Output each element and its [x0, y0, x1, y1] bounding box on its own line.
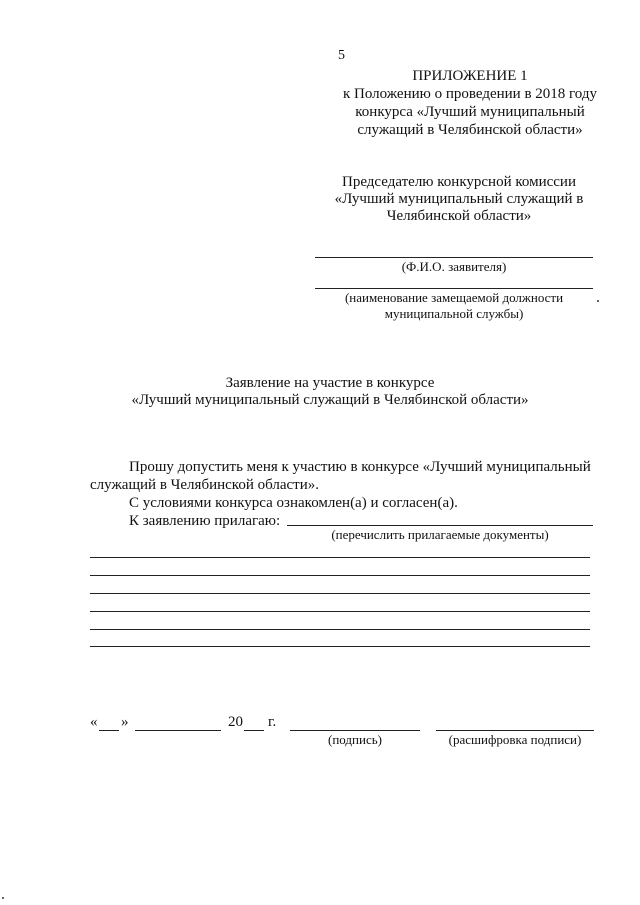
addressee-line-3: Челябинской области» — [386, 208, 532, 224]
attach-extra-line-6[interactable] — [90, 646, 590, 647]
appendix-line-3: служащий в Челябинской области» — [357, 122, 583, 138]
appendix-title: ПРИЛОЖЕНИЕ 1 — [412, 68, 528, 84]
attach-extra-line-3[interactable] — [90, 593, 590, 594]
signature-decode-caption: (расшифровка подписи) — [448, 732, 582, 747]
signature-decode-field-line[interactable] — [436, 730, 594, 731]
year-prefix: 20 — [228, 714, 243, 730]
position-caption-line-1: (наименование замещаемой должности — [344, 290, 564, 305]
fio-field-line[interactable] — [315, 257, 593, 258]
attach-caption: (перечислить прилагаемые документы) — [331, 527, 549, 542]
appendix-line-2: конкурса «Лучший муниципальный — [355, 104, 585, 120]
statement-title: Заявление на участие в конкурсе — [225, 375, 435, 391]
addressee-line-1: Председателю конкурсной комиссии — [341, 174, 576, 190]
position-field-line[interactable] — [315, 288, 593, 289]
request-line-2: служащий в Челябинской области». — [90, 477, 319, 493]
request-line-1: Прошу допустить меня к участию в конкурсе «Лучший муниципальный — [129, 459, 591, 475]
position-caption-line-2: муниципальной службы) — [384, 306, 524, 321]
attach-field-line[interactable] — [287, 525, 593, 526]
month-field-line[interactable] — [135, 730, 221, 731]
page-number: 5 — [338, 48, 345, 63]
statement-subtitle: «Лучший муниципальный служащий в Челябинской области» — [131, 392, 529, 408]
day-field-line[interactable] — [99, 730, 119, 731]
signature-field-line[interactable] — [290, 730, 420, 731]
addressee-line-2: «Лучший муниципальный служащий в — [334, 191, 584, 207]
signature-caption: (подпись) — [328, 732, 382, 747]
scan-speck-corner — [2, 897, 4, 899]
attach-extra-line-2[interactable] — [90, 575, 590, 576]
date-open-quote: « — [90, 714, 98, 730]
scan-speck — [597, 300, 599, 302]
date-close-quote: » — [121, 714, 129, 730]
year-suffix: г. — [268, 714, 277, 730]
attach-extra-line-1[interactable] — [90, 557, 590, 558]
appendix-line-1: к Положению о проведении в 2018 году — [342, 86, 598, 102]
attach-extra-line-4[interactable] — [90, 611, 590, 612]
fio-caption: (Ф.И.О. заявителя) — [401, 259, 507, 274]
year-field-line[interactable] — [244, 730, 264, 731]
attach-label: К заявлению прилагаю: — [129, 513, 281, 529]
conditions-line: С условиями конкурса ознакомлен(а) и согласен(а). — [129, 495, 458, 511]
attach-extra-line-5[interactable] — [90, 629, 590, 630]
